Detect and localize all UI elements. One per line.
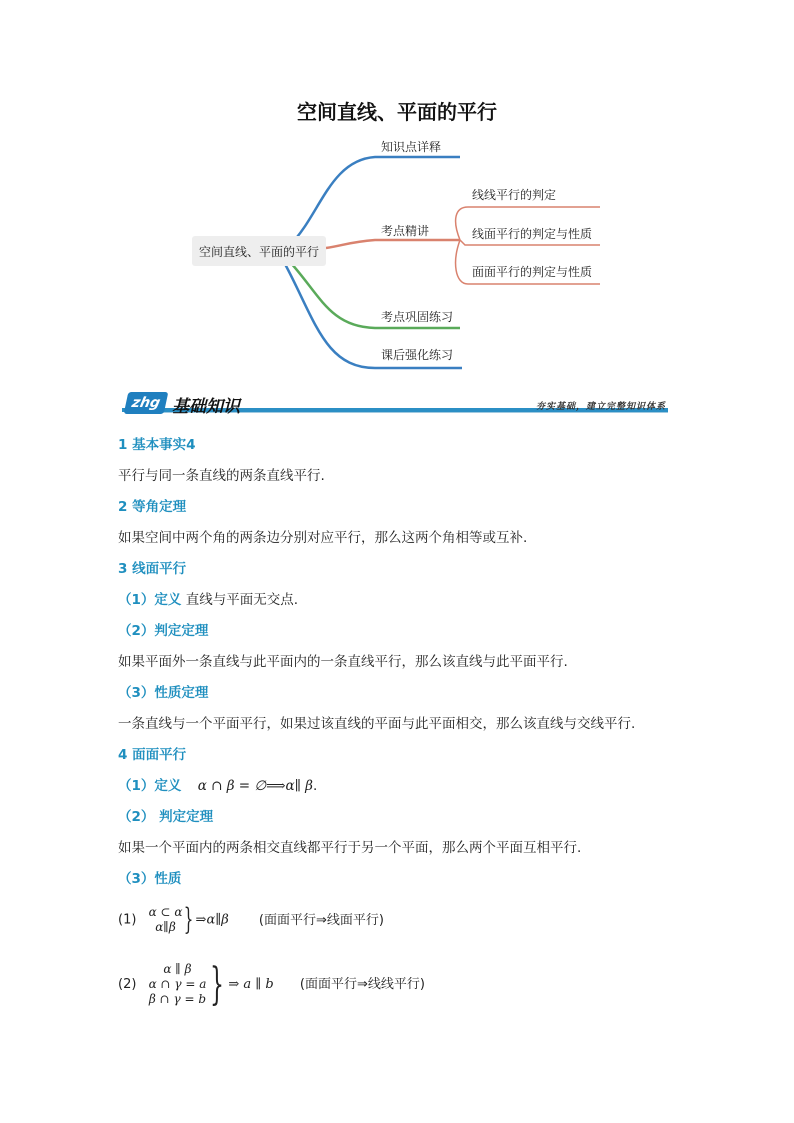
heading-criterion: （2）判定定理 [118, 623, 209, 639]
branch-label-3: 考点巩固练习 [381, 310, 454, 324]
mind-map-center: 空间直线、平面的平行 [192, 236, 326, 266]
formula-2-line-3: β ∩ γ = b [148, 992, 207, 1006]
heading-property: （3）性质定理 [118, 685, 209, 701]
formula-2-brace: } [210, 958, 225, 1010]
banner-title: 基础知识 [172, 397, 240, 417]
heading-line-plane: 3 线面平行 [118, 561, 187, 577]
formula-1-note: (面面平行⇒线面平行) [258, 912, 384, 928]
sub-label-3: 面面平行的判定与性质 [472, 265, 593, 279]
formula-1-conditions [149, 905, 183, 935]
branch-label-1: 知识点详释 [381, 140, 442, 154]
text-fact-4: 平行与同一条直线的两条直线平行. [118, 468, 325, 484]
pp-definition-tail: . [312, 778, 318, 794]
heading-plane-plane: 4 面面平行 [118, 747, 187, 763]
formula-1 [118, 902, 384, 937]
formula-2-line-1: α ∥ β [163, 962, 192, 976]
heading-equal-angle: 2 等角定理 [118, 499, 187, 515]
definition-label: （1）定义 [118, 592, 182, 608]
formula-1-number: (1) [118, 912, 137, 928]
formula-2-conditions [149, 962, 207, 1007]
branch-label-2: 考点精讲 [381, 224, 430, 238]
formula-1-brace: } [184, 902, 194, 937]
branch-connector-1 [290, 157, 460, 245]
line-plane-definition [118, 591, 298, 609]
banner-logo: zhg [124, 392, 169, 414]
page-title: 空间直线、平面的平行 [297, 100, 497, 124]
heading-fact-4: 1 基本事实4 [118, 437, 196, 453]
formula-1-line-2: α∥β [155, 920, 176, 934]
text-property: 一条直线与一个平面平行，如果过该直线的平面与此平面相交，那么该直线与交线平行. [118, 716, 636, 732]
branch-connector-2 [326, 240, 460, 248]
branch-label-4: 课后强化练习 [381, 348, 454, 362]
sub-label-1: 线线平行的判定 [472, 188, 557, 202]
section-banner [122, 386, 668, 422]
definition-text: 直线与平面无交点. [181, 592, 298, 608]
formula-2 [118, 958, 425, 1010]
pp-definition-label: （1）定义 [118, 778, 182, 794]
formula-1-result: ⇒α∥β [195, 912, 229, 928]
formula-2-line-2: α ∩ γ = a [148, 977, 207, 991]
pp-definition-math: α ∩ β = ∅⟹α∥ β [197, 778, 313, 794]
text-equal-angle: 如果空间中两个角的两条边分别对应平行，那么这两个角相等或互补. [118, 530, 528, 546]
mind-map [0, 0, 794, 380]
formula-2-number: (2) [118, 977, 137, 992]
formula-2-note: (面面平行⇒线线平行) [299, 977, 425, 992]
text-criterion: 如果平面外一条直线与此平面内的一条直线平行，那么该直线与此平面平行. [118, 654, 568, 670]
heading-pp-property: （3）性质 [118, 871, 182, 887]
plane-plane-definition [118, 777, 317, 795]
heading-pp-criterion: （2） 判定定理 [118, 809, 214, 825]
formula-2-result: ⇒ a ∥ b [228, 977, 274, 992]
formula-1-line-1: α ⊂ α [148, 905, 183, 919]
text-pp-criterion: 如果一个平面内的两条相交直线都平行于另一个平面，那么两个平面互相平行. [118, 840, 582, 856]
sub-label-2: 线面平行的判定与性质 [472, 227, 593, 241]
banner-slogan: 夯实基础，建立完整知识体系 [535, 402, 666, 412]
